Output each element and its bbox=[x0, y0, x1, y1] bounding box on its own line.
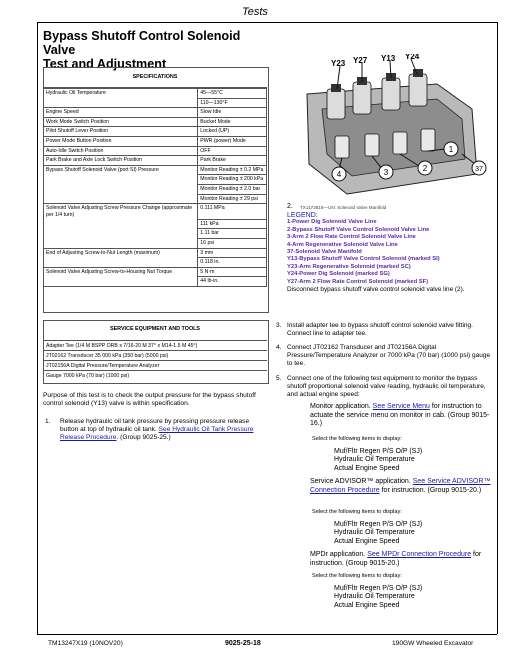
step-1-body: Release hydraulic oil tank pressure by pressing pressure release button at top of hydraulic oil tank. bbox=[60, 418, 250, 434]
advisor-option bbox=[310, 478, 492, 495]
figure-label: 2 bbox=[422, 164, 428, 173]
spec-parameter bbox=[44, 258, 198, 268]
figure-number: 2. bbox=[287, 203, 293, 210]
spec-parameter bbox=[44, 229, 198, 239]
spec-value: Monitor Reading ± 200 kPa bbox=[198, 175, 267, 185]
equipment-row: Gauge 7000 kPa (70 bar) (1000 psi) bbox=[43, 370, 267, 380]
legend-note: Disconnect bypass shutoff valve control solenoid valve line (2). bbox=[287, 286, 465, 294]
spec-row bbox=[44, 165, 267, 175]
spec-value: 3 mm bbox=[198, 248, 267, 258]
spec-parameter: Solenoid Valve Adjusting Screw Pressure Change (approximate per 1/4 turn) bbox=[44, 204, 198, 220]
legend-item: Y24-Power Dig Solenoid (marked SG) bbox=[287, 271, 390, 278]
spec-parameter bbox=[44, 175, 198, 185]
legend-item: 3-Arm 2 Flow Rate Control Solenoid Valve Line bbox=[287, 234, 416, 241]
footer-doc-id: TM13247X19 (10NOV20) bbox=[48, 640, 123, 647]
advisor-items bbox=[334, 521, 422, 546]
equipment-row: JT02162 Transducer 35 000 kPa (350 bar) (5000 psi) bbox=[43, 350, 267, 360]
advisor-pre: Service ADVISOR™ application. bbox=[310, 478, 411, 485]
spec-value: Monitor Reading ± 2.0 bar bbox=[198, 184, 267, 194]
monitor-option bbox=[310, 403, 492, 429]
spec-parameter: Auto-Idle Switch Position bbox=[44, 146, 198, 156]
legend-title: LEGEND: bbox=[287, 212, 318, 219]
spec-value: Monitor Reading ± 0.2 MPa bbox=[198, 165, 267, 175]
frame-right bbox=[497, 22, 498, 634]
step-1-tail: . (Group 9025-25.) bbox=[116, 434, 171, 442]
spec-row bbox=[44, 219, 267, 229]
spec-value: Monitor Reading ± 29 psi bbox=[198, 194, 267, 204]
select-label: Select the following items to display: bbox=[312, 573, 402, 579]
frame-left bbox=[37, 22, 38, 634]
spec-row bbox=[44, 258, 267, 268]
spec-value: Park Brake bbox=[198, 156, 267, 166]
specifications-heading: SPECIFICATIONS bbox=[132, 74, 178, 80]
frame-bottom bbox=[37, 634, 497, 635]
select-label: Select the following items to display: bbox=[312, 509, 402, 515]
spec-parameter bbox=[44, 277, 198, 287]
mpdr-option bbox=[310, 551, 492, 568]
spec-row bbox=[44, 184, 267, 194]
legend-item: 37-Solenoid Valve Manifold bbox=[287, 249, 362, 256]
step-5-number: 5. bbox=[276, 375, 282, 382]
figure-label: Y23 bbox=[331, 59, 346, 68]
footer-machine: 190GW Wheeled Excavator bbox=[392, 640, 474, 647]
spec-parameter: Park Brake and Axle Lock Switch Position bbox=[44, 156, 198, 166]
spec-row bbox=[44, 277, 267, 287]
service-menu-link[interactable]: See Service Menu bbox=[372, 403, 430, 410]
figure-label: Y24 bbox=[405, 54, 420, 61]
equipment-row: Adapter Tee (1/4 M BSPP ORB x 7/16-20 M 37° x M14-1.5 M 45°) bbox=[43, 340, 267, 350]
step-1-number: 1. bbox=[45, 418, 51, 425]
figure-label: Y13 bbox=[381, 54, 396, 63]
figure-label: 37 bbox=[475, 166, 483, 173]
spec-value: Slow Idle bbox=[198, 108, 267, 118]
legend-item: 4-Arm Regenerative Solenoid Valve Line bbox=[287, 241, 398, 248]
mpdr-post: for instruction. (Group 9015-20.) bbox=[310, 551, 482, 567]
spec-row bbox=[44, 175, 267, 185]
display-item: Hydraulic Oil Temperature bbox=[334, 456, 415, 464]
spec-parameter: Pilot Shutoff Lever Position bbox=[44, 127, 198, 137]
monitor-items bbox=[334, 448, 422, 473]
display-item: Actual Engine Speed bbox=[334, 537, 400, 545]
step-3-text: Install adapter tee to bypass shutoff control solenoid valve fitting. Connect line to adapter tee. bbox=[287, 322, 473, 338]
mpdr-items bbox=[334, 585, 422, 610]
spec-parameter: End of Adjusting Screw-to-Nut Length (maximum) bbox=[44, 248, 198, 258]
solenoid-valve-manifold-figure bbox=[287, 54, 487, 204]
title-line-2: Test and Adjustment bbox=[43, 57, 167, 71]
step-1-text bbox=[60, 418, 267, 443]
legend-item: Y13-Bypass Shutoff Valve Control Solenoid (marked SI) bbox=[287, 256, 440, 263]
spec-value: 111 kPa bbox=[198, 219, 267, 229]
spec-row bbox=[44, 98, 267, 108]
spec-row bbox=[44, 229, 267, 239]
spec-parameter bbox=[44, 184, 198, 194]
spec-value: Locked (UP) bbox=[198, 127, 267, 137]
purpose-text: Purpose of this test is to check the output pressure for the bypass shutoff control solenoid (Y13) valve is within specification. bbox=[43, 392, 256, 408]
title-line-1: Bypass Shutoff Control Solenoid Valve bbox=[43, 29, 241, 57]
specifications-table bbox=[43, 88, 267, 287]
display-item: Hydraulic Oil Temperature bbox=[334, 529, 415, 537]
step-3-number: 3. bbox=[276, 322, 282, 329]
step-4-text: Connect JT02162 Transducer and JT02156A Digital Pressure/Temperature Analyzer or 7000 kPa (70 bar) (1000 psi) gauge to tee. bbox=[287, 344, 491, 368]
spec-row bbox=[44, 204, 267, 220]
equipment-heading: SERVICE EQUIPMENT AND TOOLS bbox=[109, 326, 201, 332]
header-rule bbox=[37, 22, 497, 23]
display-item: Muf/Fltr Regen P/S O/P (SJ) bbox=[334, 448, 423, 455]
spec-row bbox=[44, 239, 267, 249]
spec-row bbox=[44, 156, 267, 166]
step-5-text: Connect one of the following test equipment to monitor the bypass shutoff proportional solenoid valve reading, hydraulic oil temperature, and actual engine speed: bbox=[287, 375, 486, 399]
select-label: Select the following items to display: bbox=[312, 436, 402, 442]
spec-parameter: Work Mode Switch Position bbox=[44, 117, 198, 127]
spec-parameter bbox=[44, 194, 198, 204]
monitor-post: for instruction to actuate the service menu on monitor in cab. (Group 9015-16.) bbox=[310, 403, 490, 428]
section-header: Tests bbox=[242, 6, 268, 18]
display-item: Muf/Fltr Regen P/S O/P (SJ) bbox=[334, 585, 423, 592]
spec-row bbox=[44, 194, 267, 204]
figure-label: 3 bbox=[383, 168, 389, 177]
legend-item: Y27-Arm 2 Flow Rate Control Solenoid (marked SF) bbox=[287, 278, 429, 285]
equipment-row: JT02156A Digital Pressure/Temperature Analyzer bbox=[43, 360, 267, 370]
spec-parameter: Bypass Shutoff Solenoid Valve (port SI) Pressure bbox=[44, 165, 198, 175]
spec-row bbox=[44, 248, 267, 258]
advisor-post: for instruction. (Group 9015-20.) bbox=[381, 486, 482, 494]
mpdr-connection-link[interactable]: See MPDr Connection Procedure bbox=[367, 551, 472, 558]
mpdr-pre: MPDr application. bbox=[310, 551, 366, 558]
figure-label: 4 bbox=[336, 170, 342, 179]
spec-row bbox=[44, 108, 267, 118]
legend-item: 2-Bypass Shutoff Valve Control Solenoid Valve Line bbox=[287, 226, 430, 233]
spec-value: 110—130°F bbox=[198, 98, 267, 108]
spec-value: OFF bbox=[198, 146, 267, 156]
spec-row bbox=[44, 117, 267, 127]
legend-item: Y23-Arm Regenerative Solenoid (marked SC) bbox=[287, 263, 411, 270]
service-advisor-connection-link[interactable]: See Service ADVISOR™ Connection Procedure bbox=[310, 478, 491, 494]
spec-row bbox=[44, 267, 267, 277]
display-item: Actual Engine Speed bbox=[334, 464, 400, 472]
spec-parameter bbox=[44, 98, 198, 108]
spec-parameter: Hydraulic Oil Temperature bbox=[44, 89, 198, 99]
monitor-pre: Monitor application. bbox=[310, 403, 371, 410]
spec-value: Bucket Mode bbox=[198, 117, 267, 127]
display-item: Actual Engine Speed bbox=[334, 601, 400, 609]
spec-parameter bbox=[44, 239, 198, 249]
spec-parameter: Power Mode Button Position bbox=[44, 136, 198, 146]
spec-row bbox=[44, 146, 267, 156]
figure-caption: TX1172818—UN: Solenoid Valve Manifold bbox=[300, 205, 387, 210]
spec-row bbox=[44, 127, 267, 137]
spec-row bbox=[44, 136, 267, 146]
spec-value: 0.118 in. bbox=[198, 258, 267, 268]
spec-parameter bbox=[44, 219, 198, 229]
spec-value: 45—55°C bbox=[198, 89, 267, 99]
spec-value: 44 lb-in. bbox=[198, 277, 267, 287]
display-item: Hydraulic Oil Temperature bbox=[334, 593, 415, 601]
spec-row bbox=[44, 89, 267, 99]
spec-parameter: Solenoid Valve Adjusting Screw-to-Housing Nut Torque bbox=[44, 267, 198, 277]
page-title bbox=[43, 29, 273, 71]
spec-value: 0.111 MPa bbox=[198, 204, 267, 220]
figure-label: 1 bbox=[448, 145, 454, 154]
legend-item: 1-Power Dig Solenoid Valve Line bbox=[287, 219, 377, 226]
hydraulic-oil-tank-pressure-release-link[interactable]: See Hydraulic Oil Tank Pressure Release Procedure bbox=[60, 426, 254, 442]
step-4-number: 4. bbox=[276, 344, 282, 351]
spec-value: PWR (power) Mode bbox=[198, 136, 267, 146]
spec-value: 5 N·m bbox=[198, 267, 267, 277]
display-item: Muf/Fltr Regen P/S O/P (SJ) bbox=[334, 521, 423, 528]
figure-legend bbox=[287, 212, 492, 293]
figure-label: Y27 bbox=[353, 56, 368, 65]
footer-page-number: 9025-25-18 bbox=[225, 640, 261, 647]
spec-parameter: Engine Speed bbox=[44, 108, 198, 118]
spec-value: 1.11 bar bbox=[198, 229, 267, 239]
spec-value: 16 psi bbox=[198, 239, 267, 249]
